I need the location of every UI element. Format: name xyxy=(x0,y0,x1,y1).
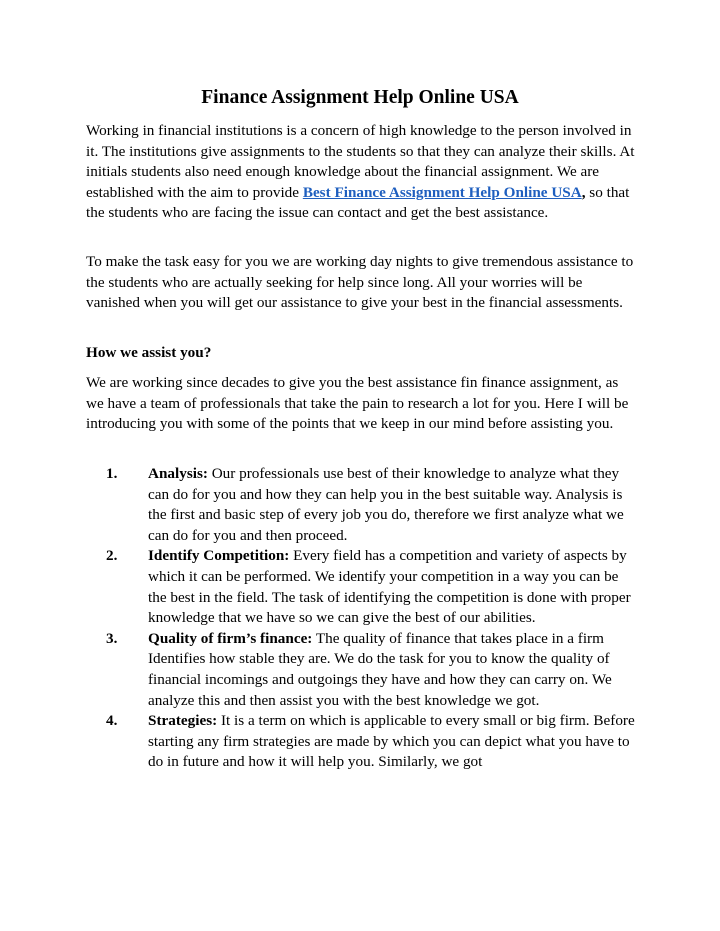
list-item-label: Identify Competition: xyxy=(148,547,290,565)
list-item-text xyxy=(148,711,638,773)
list-item-number: 3. xyxy=(106,629,118,647)
list-item-text xyxy=(148,464,638,546)
document-title: Finance Assignment Help Online USA xyxy=(201,87,519,108)
list-item-number: 4. xyxy=(106,712,118,730)
section-heading: How we assist you? xyxy=(86,344,212,361)
list-item-label: Strategies: xyxy=(148,712,218,730)
intro-paragraph xyxy=(86,121,638,224)
list-item-body: Every field has a competition and variety of aspects by which it can be performed. We identify your competition in a way you can be the best in the field. The task of identifying the competition is done with proper knowledge that we have so we can give the best of our abilities. xyxy=(148,547,631,627)
list-item-label: Analysis: xyxy=(148,465,208,482)
intro-text-start: Working in financial institutions is a concern of high knowledge to the person involved in it. The institutions give assignments to the students so that they can analyze their skills. At initials students also need enough knowledge about the financial assignment. We are established with the aim to provide xyxy=(86,122,635,201)
list-item-body: Our professionals use best of their knowledge to analyze what they can do for you and how they can help you in the best suitable way. Analysis is the first and basic step of every job you do, therefore we first analyze what we can do for you and then proceed. xyxy=(148,465,624,544)
list-item-text xyxy=(148,629,638,711)
intro-text-end: so that the students who are facing the issue can contact and get the best assistance. xyxy=(86,183,630,222)
list-item-number: 2. xyxy=(106,547,118,565)
list-item-body: The quality of finance that takes place in a firm Identifies how stable they are. We do the task for you to know the quality of financial incomings and outgoings they have and how they can carry on. We analyze this and then assist you with the best knowledge we got. xyxy=(148,629,612,709)
list-item xyxy=(86,711,638,773)
list-item-text xyxy=(148,546,638,628)
second-paragraph: To make the task easy for you we are working day nights to give tremendous assistance to the students who are actually seeking for help since long. All your worries will be vanished when you will get our assistance to give your best in the financial assessments. xyxy=(86,253,634,312)
list-item-number: 1. xyxy=(106,465,118,482)
link-comma: , xyxy=(581,183,586,201)
best-finance-assignment-link[interactable]: Best Finance Assignment Help Online USA xyxy=(302,183,582,201)
list-item xyxy=(86,546,638,628)
assist-points-list xyxy=(86,464,638,773)
list-item xyxy=(86,629,638,711)
list-item-body: It is a term on which is applicable to every small or big firm. Before starting any firm strategies are made by which you can depict what you have to do in future and how it will help you. Similarly, we got xyxy=(148,712,635,771)
list-item-label: Quality of firm’s finance: xyxy=(148,629,313,647)
third-paragraph: We are working since decades to give you the best assistance fin finance assignment, as we have a team of professionals that take the pain to research a lot for you. Here I will be introducing you with some of the points that we keep in our mind before assisting you. xyxy=(86,374,629,433)
list-item xyxy=(86,464,638,546)
